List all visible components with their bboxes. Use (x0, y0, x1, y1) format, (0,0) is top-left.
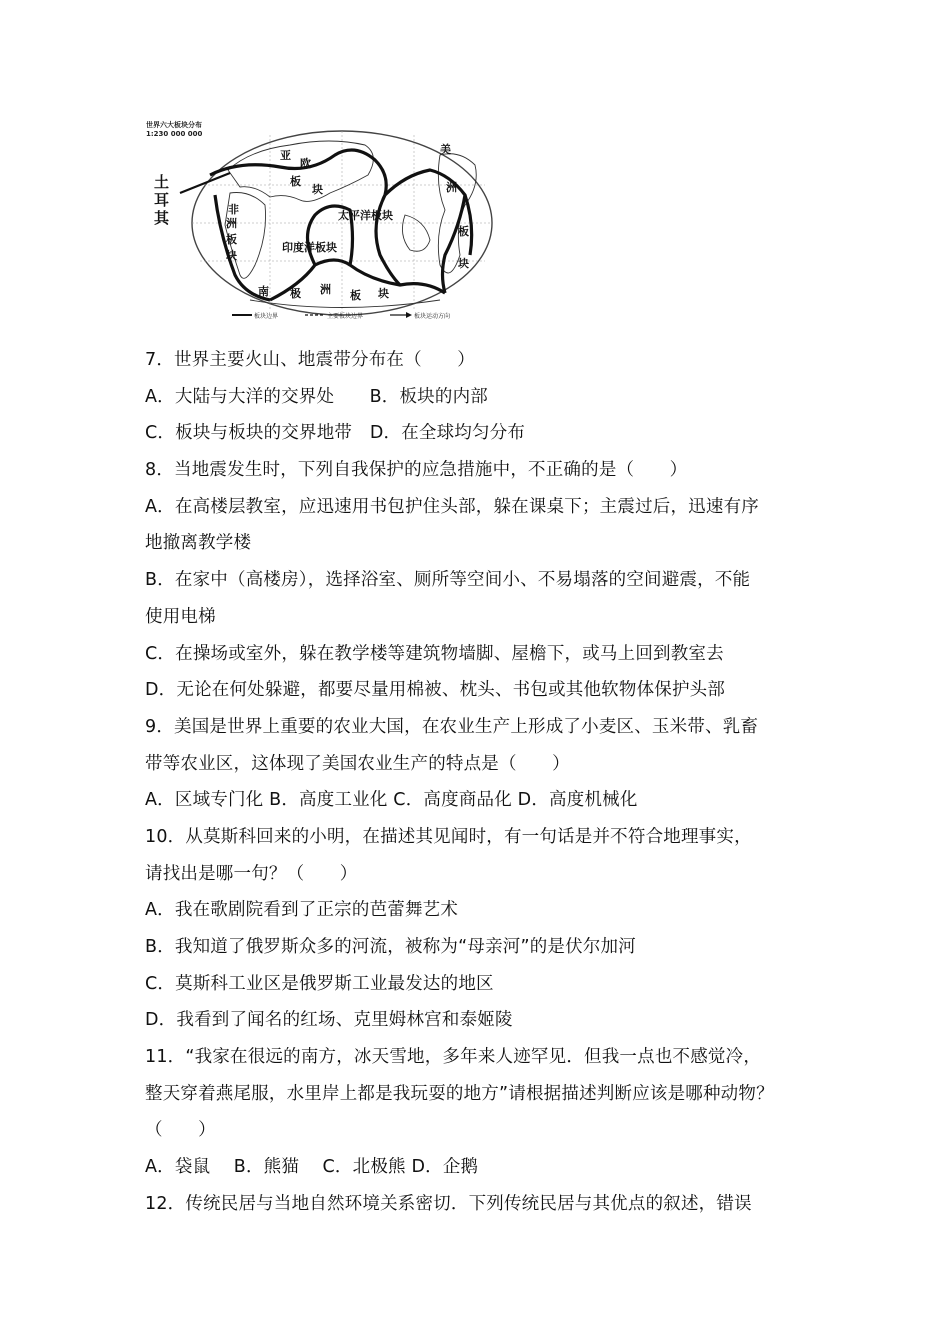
text-line: 7．世界主要火山、地震带分布在（ ） (145, 350, 475, 370)
text-line: 整天穿着燕尾服，水里岸上都是我玩耍的地方”请根据描述判断应该是哪种动物？ (145, 1083, 774, 1104)
label-indian: 印度洋板块 (282, 241, 337, 254)
text-line: 9．美国是世界上重要的农业大国，在农业生产上形成了小麦区、玉米带、乳畜 (145, 716, 759, 737)
legend-3: 板块运动方向 (414, 313, 451, 320)
label-american-1: 美 (440, 143, 451, 156)
text-line: B．在家中（高楼房），选择浴室、厕所等空间小、不易塌落的空间避震，不能 (145, 570, 751, 591)
text-line: 使用电梯 (145, 606, 216, 627)
label-american-4: 块 (458, 257, 469, 270)
label-american-3: 板 (458, 225, 469, 238)
text-line: 请找出是哪一句？（ ） (145, 863, 358, 884)
label-antarctic-3: 洲 (320, 283, 331, 296)
plate-map (140, 115, 500, 325)
label-turkey-3: 其 (154, 209, 170, 227)
text-line: A．大陆与大洋的交界处 B．板块的内部 (145, 386, 488, 407)
legend-1: 板块边界 (254, 313, 279, 320)
text-line: （ ） (145, 1120, 216, 1141)
text-line: A．在高楼层教室，应迅速用书包护住头部，躲在课桌下；主震过后，迅速有序 (145, 496, 759, 517)
label-african-2: 洲 (226, 217, 237, 230)
label-eurasian-4: 块 (312, 183, 323, 196)
label-turkey-2: 耳 (154, 191, 170, 209)
label-antarctic-2: 极 (290, 287, 301, 300)
label-pacific: 太平洋板块 (338, 209, 393, 222)
label-antarctic-4: 板 (350, 289, 361, 302)
text-line: 地撤离教学楼 (145, 533, 252, 554)
label-antarctic-5: 块 (378, 287, 389, 300)
label-antarctic-1: 南 (258, 285, 269, 298)
question-text (145, 342, 825, 1223)
text-line: C．莫斯科工业区是俄罗斯工业最发达的地区 (145, 973, 494, 994)
text-line: D．无论在何处躲避，都要尽量用棉被、枕头、书包或其他软物体保护头部 (145, 680, 726, 701)
text-line: 11．“我家在很远的南方，冰天雪地，多年来人迹罕见．但我一点也不感觉冷， (145, 1047, 762, 1068)
text-line: B．我知道了俄罗斯众多的河流，被称为“母亲河”的是伏尔加河 (145, 937, 636, 957)
text-line: 10．从莫斯科回来的小明，在描述其见闻时，有一句话是并不符合地理事实， (145, 826, 752, 847)
text-line: C．在操场或室外，躲在教学楼等建筑物墙脚、屋檐下，或马上回到教室去 (145, 643, 724, 664)
map-scale: 1:230 000 000 (146, 130, 203, 138)
map-title-line1: 世界六大板块分布 (146, 121, 202, 129)
label-eurasian-1: 亚 (280, 149, 291, 162)
text-line: D．我看到了闻名的红场、克里姆林宫和泰姬陵 (145, 1010, 513, 1031)
label-eurasian-2: 欧 (300, 157, 311, 170)
text-line: A．我在歌剧院看到了正宗的芭蕾舞艺术 (145, 900, 459, 921)
text-line: C．板块与板块的交界地带 D．在全球均匀分布 (145, 423, 526, 444)
plate-map-figure (140, 115, 500, 325)
text-line: A．袋鼠 B．熊猫 C．北极熊 D．企鹅 (145, 1157, 479, 1178)
text-line: 8．当地震发生时，下列自我保护的应急措施中，不正确的是（ ） (145, 460, 688, 481)
text-line: 12．传统民居与当地自然环境关系密切．下列传统民居与其优点的叙述，错误 (145, 1193, 752, 1214)
turkey-pointer-line (180, 173, 230, 193)
map-legend (232, 312, 450, 320)
text-line: A．区域专门化 B．高度工业化 C．高度商品化 D．高度机械化 (145, 790, 638, 811)
legend-2: 主要板块边界 (327, 313, 364, 320)
label-african-3: 板 (226, 233, 237, 246)
text-line: 带等农业区，这体现了美国农业生产的特点是（ ） (145, 753, 570, 774)
label-american-2: 洲 (446, 181, 457, 194)
map-title (146, 121, 202, 139)
label-african-4: 块 (226, 249, 237, 262)
label-african-1: 非 (228, 203, 239, 216)
label-eurasian-3: 板 (290, 175, 301, 188)
label-turkey-1: 土 (154, 173, 170, 191)
